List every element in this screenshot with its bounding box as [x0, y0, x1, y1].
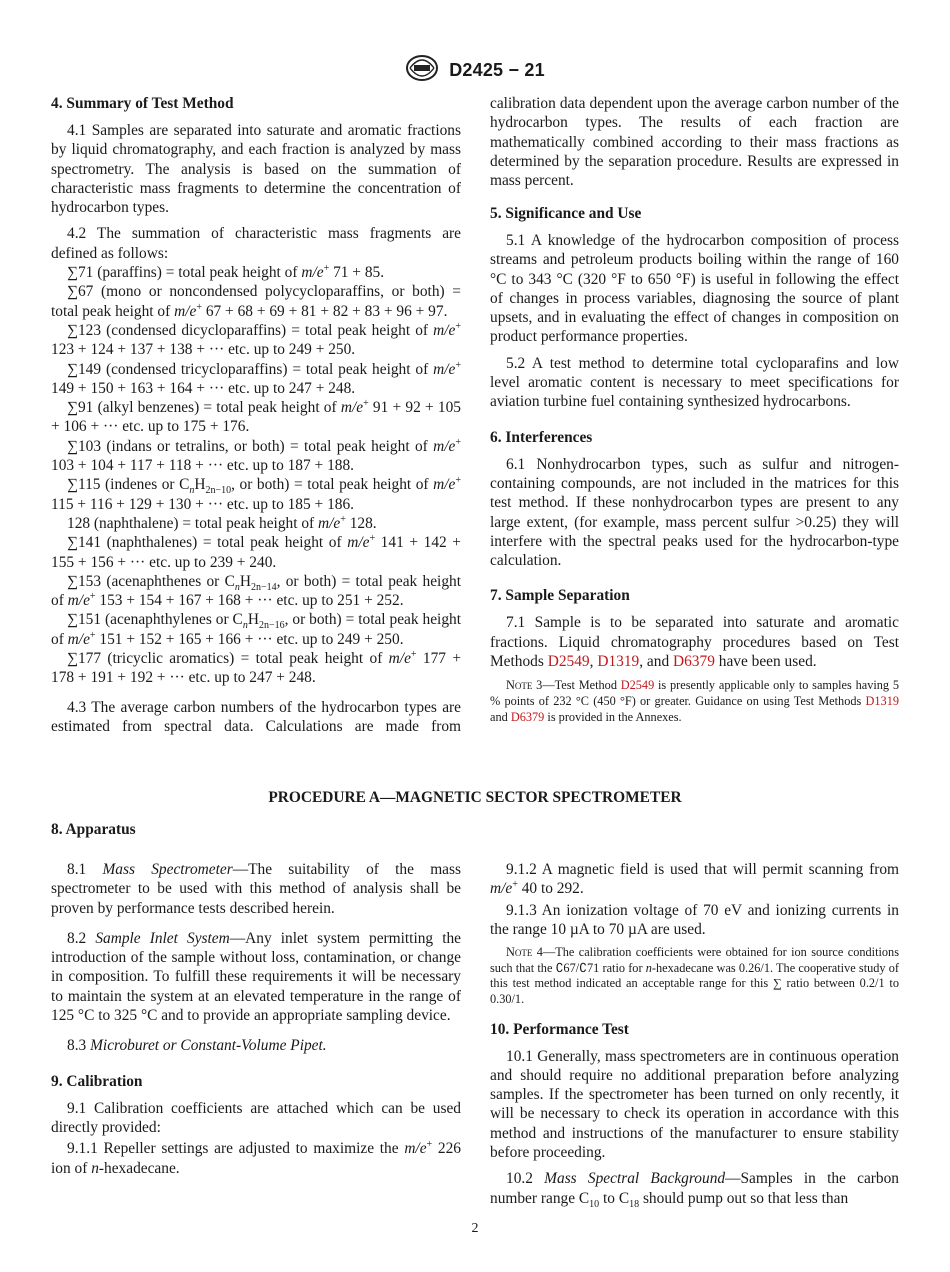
para-10-1: 10.1 Generally, mass spectrometers are in continuous operation and should require no additional preparation before analyzing samples. If the spectrometer has been turned on only recently, it will be necessary to check its operation in accordance with this method and instructions of the manufacturer to ensure stability before proceeding.: [490, 1047, 899, 1162]
para-4-1: 4.1 Samples are separated into saturate and aromatic fractions by liquid chromatography, and each fraction is analyzed by mass spectrometry. The analysis is based on the summation of characteristic mass fragments to determine the concentration of hydrocarbon types.: [51, 122, 461, 217]
section-8-title: 8. Apparatus: [51, 821, 136, 838]
formula-123: ∑123 (condensed dicycloparaffins) = total peak height of m/e+ 123 + 124 + 137 + 138 + ··· etc. up to 249 + 250.: [51, 320, 461, 359]
formula-103: ∑103 (indans or tetralins, or both) = total peak height of m/e+ 103 + 104 + 117 + 118 + ··· etc. up to 187 + 188.: [51, 436, 461, 475]
para-8-3: 8.3 Microburet or Constant-Volume Pipet.: [67, 1037, 327, 1055]
para-4-2: 4.2 The summation of characteristic mass fragments are defined as follows:: [51, 225, 461, 262]
para-9-1: 9.1 Calibration coefficients are attached which can be used directly provided:: [51, 1099, 461, 1136]
right-column-top: [490, 94, 899, 737]
section-6-title: 6. Interferences: [490, 428, 593, 446]
note3-ref-d6379-link[interactable]: D6379: [510, 709, 545, 724]
para-4-3-continued: calibration data dependent upon the average carbon number of the hydrocarbon types. The results of each fraction are mathematically combined according to their mass fractions as determined by the separation procedure. Results are expressed in mass percent.: [490, 95, 899, 190]
para-6-1: 6.1 Nonhydrocarbon types, such as sulfur and nitrogen-containing compounds, are not included in the matrices for this test method. If these nonhydrocarbon types are present to any large extent, (for example, mass percent sulfur >0.25) they will interfere with the spectral peaks used for the hydrocarbon-type calculation.: [490, 455, 899, 570]
section-7-title: 7. Sample Separation: [490, 587, 630, 605]
note-4: Note 4—The calibration coefficients were obtained for ion source conditions such that the ∁67/∁71 ratio for n-hexadecane was 0.26/1. The cooperative study of this test method indicated an acceptable range for this ∑ ratio between 0.2/1 to 0.30/1.: [490, 945, 899, 1006]
page-header: [0, 54, 950, 87]
para-10-2: 10.2 Mass Spectral Background—Samples in the carbon number range $C_{10}$ to $C_{18}$ should pump out so that less than: [490, 1170, 899, 1210]
section-10-title: 10. Performance Test: [490, 1020, 629, 1038]
page-number: 2: [471, 1221, 479, 1236]
formula-91: ∑91 (alkyl benzenes) = total peak height of m/e+ 91 + 92 + 105 + 106 + ··· etc. up to 175 + 176.: [51, 398, 461, 436]
section-4-title: 4. Summary of Test Method: [51, 95, 234, 112]
document-code: D2425 − 21: [449, 60, 545, 80]
note3-ref-d1319-link[interactable]: D1319: [865, 693, 899, 708]
section-5-title: 5. Significance and Use: [490, 205, 642, 222]
ref-d1319-link[interactable]: D1319: [597, 653, 640, 671]
formula-153: ∑153 (acenaphthenes or $C_nH_{2n-14}$, or both) = total peak height of m/e+ 153 + 154 + 167 + 168 + ··· etc. up to 251 + 252.: [51, 572, 461, 610]
para-8-2: 8.2 Sample Inlet System—Any inlet system permitting the introduction of the sample without loss, contamination, or change in composition. To fulfill these requirements it will be necessary to maintain the system at an elevated temperature in the range of 125 °C to 325 °C and to provide an appropriate sampling device.: [51, 929, 461, 1025]
formula-151: ∑151 (acenaphthylenes or $C_nH_{2n-16}$, or both) = total peak height of m/e+ 151 + 152 + 165 + 166 + ··· etc. up to 249 + 250.: [51, 611, 461, 648]
formula-115: ∑115 (indenes or $C_nH_{2n-10}$, or both) = total peak height of m/e+ 115 + 116 + 129 + 130 + ··· etc. up to 185 + 186.: [51, 475, 461, 513]
para-5-1: 5.1 A knowledge of the hydrocarbon composition of process streams and petroleum products boiling within the range of 160 °C to 343 °C (320 °F to 650 °F) is useful in following the effect of changes in process variables, diagnosing the source of plant upsets, and in evaluating the effect of changes in composition on product performance properties.: [490, 232, 899, 346]
procedure-a-heading: PROCEDURE A—MAGNETIC SECTOR SPECTROMETER: [268, 789, 682, 806]
ref-d2549-link[interactable]: D2549: [547, 653, 590, 671]
para-4-3: 4.3 The average carbon numbers of the hydrocarbon types are estimated from spectral data. Calculations are made from: [51, 698, 461, 735]
formula-149: ∑149 (condensed tricycloparaffins) = total peak height of m/e+ 149 + 150 + 163 + 164 + ··· etc. up to 247 + 248.: [51, 359, 461, 397]
astm-logo: [405, 54, 439, 87]
para-7-1: 7.1 Sample is to be separated into saturate and aromatic fractions. Liquid chromatography procedures based on Test Methods D2549, D1319, and D6379 have been used.: [490, 614, 899, 671]
right-column-bottom: [490, 860, 899, 1215]
section-9-title: 9. Calibration: [51, 1072, 143, 1090]
para-9-1-1: 9.1.1 Repeller settings are adjusted to maximize the m/e+ 226 ion of n-hexadecane.: [51, 1139, 462, 1177]
ref-d6379-link[interactable]: D6379: [673, 653, 715, 671]
formula-141: ∑141 (naphthalenes) = total peak height of m/e+ 141 + 142 + 155 + 156 + ··· etc. up to 239 + 240.: [51, 533, 461, 571]
formula-128: 128 (naphthalene) = total peak height of m/e+ 128.: [67, 513, 377, 532]
note3-ref-d2549-link[interactable]: D2549: [620, 678, 655, 693]
para-9-1-2: 9.1.2 A magnetic field is used that will permit scanning from m/e+ 40 to 292.: [490, 861, 899, 898]
para-5-2: 5.2 A test method to determine total cycloparafins and low level aromatic content is necessary to meet specifications for aviation turbine fuel containing synthesized hydrocarbons.: [490, 354, 899, 411]
formula-177: ∑177 (tricyclic aromatics) = total peak height of m/e+ 177 + 178 + 191 + 192 + ··· etc. up to 247 + 248.: [51, 648, 461, 687]
para-9-1-3: 9.1.3 An ionization voltage of 70 eV and ionizing currents in the range 10 µA to 70 µA are used.: [490, 901, 899, 938]
para-8-1: 8.1 Mass Spectrometer—The suitability of the mass spectrometer to be used with this method of analysis shall be proven by performance tests described herein.: [51, 861, 461, 917]
left-column-top: [51, 94, 461, 736]
left-column-bottom: [51, 860, 461, 1185]
formula-71: ∑71 (paraffins) = total peak height of m/e+ 71 + 85.: [67, 262, 385, 282]
note-3: Note 3—Test Method D2549 is presently applicable only to samples having 5 % points of 232 °C (450 °F) or greater. Guidance on using Test Methods D1319 and D6379 is provided in the Annexes.: [490, 678, 899, 724]
formula-67: ∑67 (mono or noncondensed polycycloparaffins, or both) = total peak height of m/e+ 67 + 68 + 69 + 81 + 82 + 83 + 96 + 97.: [51, 283, 461, 320]
